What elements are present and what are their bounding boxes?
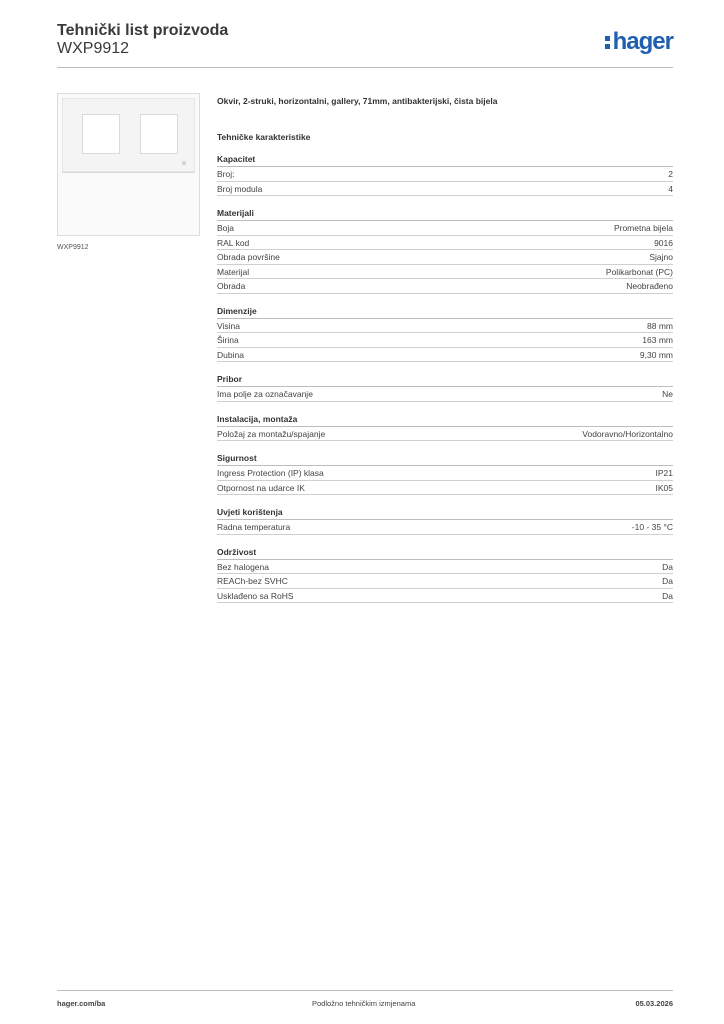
spec-value: IP21 [655,468,673,478]
footer-website: hager.com/ba [57,999,106,1008]
section-title: Tehničke karakteristike [217,132,311,142]
spec-group [217,453,673,495]
spec-group-title: Pribor [217,374,673,387]
hager-logo [605,28,673,56]
spec-label: Širina [217,335,239,345]
spec-row [217,387,673,402]
frame-illustration [62,98,195,172]
spec-group [217,547,673,604]
spec-value: Vodoravno/Horizontalno [582,428,673,439]
frame-opening-right [140,114,178,154]
footer-date: 05.03.2026 [635,999,673,1008]
logo-dots-icon [605,34,611,50]
product-image [57,93,200,236]
spec-row [217,279,673,294]
spec-groups [217,154,673,603]
spec-value: 4 [668,183,673,194]
spec-row [217,589,673,604]
spec-row [217,560,673,575]
spec-row [217,466,673,481]
frame-opening-left [82,114,120,154]
spec-row [217,348,673,363]
spec-value: Sjajno [649,252,673,262]
spec-group-title: Dimenzije [217,306,673,319]
spec-group [217,414,673,442]
spec-group [217,208,673,294]
spec-label: Položaj za montažu/spajanje [217,428,326,439]
spec-value: IK05 [655,482,673,493]
spec-value: 88 mm [647,320,673,331]
spec-row [217,520,673,535]
document-title: Tehnički list proizvoda [57,22,229,39]
spec-value: 2 [668,169,673,179]
spec-label: Otpornost na udarce IK [217,482,305,493]
spec-label: RAL kod [217,237,250,248]
spec-row [217,574,673,589]
spec-value: -10 - 35 °C [631,522,673,532]
spec-row [217,236,673,251]
spec-row [217,265,673,280]
spec-row [217,167,673,182]
spec-group-title: Sigurnost [217,453,673,466]
spec-label: Ima polje za označavanje [217,389,313,399]
frame-mark [182,161,186,165]
logo-text: hager [612,28,673,55]
spec-group-title: Instalacija, montaža [217,414,673,427]
spec-group-title: Materijali [217,208,673,221]
spec-value: Polikarbonat (PC) [605,266,673,277]
image-caption: WXP9912 [57,244,89,251]
product-description: Okvir, 2-struki, horizontalni, gallery, 71mm, antibakterijski, čista bijela [217,96,498,106]
spec-value: Prometna bijela [613,223,673,233]
spec-row [217,250,673,265]
spec-label: REACh-bez SVHC [217,576,288,586]
spec-label: Visina [217,320,240,331]
spec-row [217,481,673,496]
spec-row [217,427,673,442]
spec-value: 163 mm [642,335,673,345]
spec-group-title: Održivost [217,547,673,560]
spec-value: Da [662,576,673,586]
spec-label: Materijal [217,266,250,277]
spec-value: Da [662,590,673,601]
spec-group [217,154,673,196]
spec-value: Da [662,561,673,572]
page-footer [57,990,673,1008]
spec-label: Ingress Protection (IP) klasa [217,468,324,478]
spec-group [217,507,673,535]
spec-content [217,96,673,603]
spec-row [217,333,673,348]
spec-group [217,374,673,402]
spec-label: Radna temperatura [217,522,291,532]
spec-label: Boja [217,223,235,233]
spec-value: Neobrađeno [626,281,673,291]
spec-row [217,319,673,334]
page-header [57,22,673,68]
spec-row [217,182,673,197]
spec-value: 9,30 mm [639,349,673,360]
spec-label: Usklađeno sa RoHS [217,590,294,601]
footer-notice: Podložno tehničkim izmjenama [312,999,416,1008]
document-subtitle: WXP9912 [57,40,130,57]
spec-value: 9016 [654,237,673,248]
spec-label: Obrada površine [217,252,280,262]
spec-value: Ne [662,389,673,399]
spec-group-title: Kapacitet [217,154,673,167]
spec-label: Broj: [217,169,235,179]
spec-label: Bez halogena [217,561,269,572]
spec-row [217,221,673,236]
spec-group-title: Uvjeti korištenja [217,507,673,520]
spec-group [217,306,673,363]
spec-label: Obrada [217,281,246,291]
spec-label: Dubina [217,349,244,360]
spec-label: Broj modula [217,183,263,194]
